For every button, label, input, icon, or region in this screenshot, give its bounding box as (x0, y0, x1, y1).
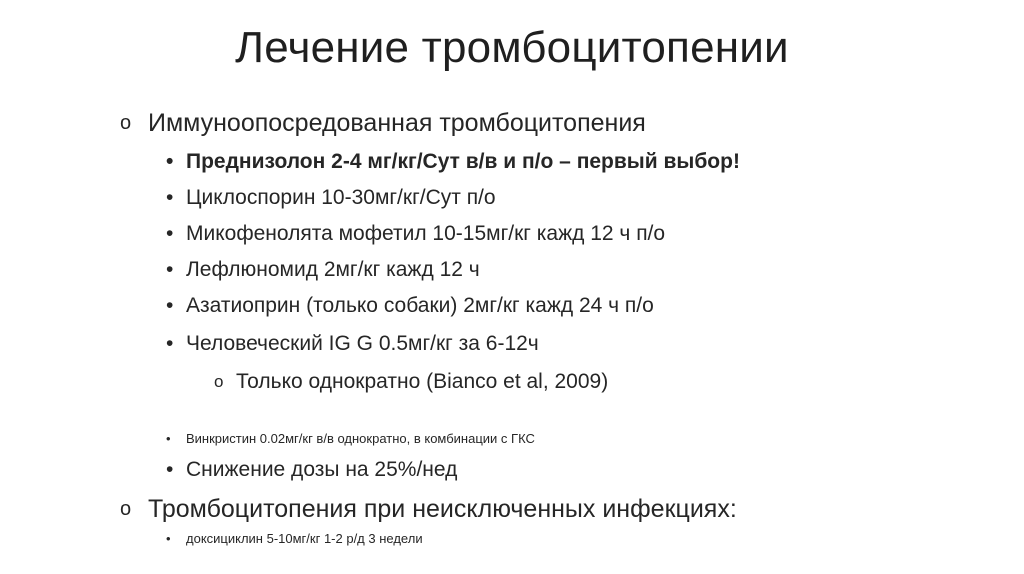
circle-bullet-icon: o (120, 498, 132, 520)
sub-item-single-dose (214, 368, 608, 396)
list-item-dose-reduction (166, 456, 457, 484)
list-item-leflunomide (166, 256, 480, 284)
circle-bullet-icon: o (120, 112, 132, 134)
list-item-text: Винкристин 0.02мг/кг в/в однократно, в комбинации с ГКС (186, 431, 535, 446)
bullet-icon: • (166, 186, 174, 209)
list-item-text: Лефлюномид 2мг/кг кажд 12 ч (186, 258, 480, 281)
list-item-human-igg (166, 330, 539, 358)
bullet-icon: • (166, 222, 174, 245)
bullet-icon: • (166, 294, 174, 317)
list-item-text: Снижение дозы на 25%/нед (186, 458, 458, 481)
list-item-cyclosporine (166, 184, 496, 212)
list-item-text: Микофенолята мофетил 10-15мг/кг кажд 12 ч п/о (186, 222, 666, 245)
bullet-icon: • (166, 458, 174, 481)
bullet-icon: • (166, 258, 174, 281)
list-item-prednisolone (166, 148, 740, 176)
circle-bullet-icon: o (214, 372, 224, 391)
list-item-text: Азатиоприн (только собаки) 2мг/кг кажд 24 ч п/о (186, 294, 654, 317)
list-item-azathioprine (166, 292, 654, 320)
list-item-vincristine (166, 430, 535, 448)
section-heading-text: Иммуноопосредованная тромбоцитопения (148, 109, 646, 137)
section-heading-infections (120, 494, 737, 524)
list-item-mycophenolate (166, 220, 665, 248)
bullet-icon: • (166, 332, 174, 355)
list-item-text: Преднизолон 2-4 мг/кг/Сут в/в и п/о – первый выбор! (186, 150, 740, 173)
list-item-text: доксициклин 5-10мг/кг 1-2 р/д 3 недели (186, 531, 423, 546)
section-heading-immune (120, 108, 646, 138)
sub-item-text: Только однократно (Bianco et al, 2009) (236, 370, 609, 393)
list-item-text: Человеческий IG G 0.5мг/кг за 6-12ч (186, 332, 539, 355)
list-item-text: Циклоспорин 10-30мг/кг/Сут п/о (186, 186, 496, 209)
bullet-icon: • (166, 531, 171, 546)
slide-title: Лечение тромбоцитопении (235, 23, 789, 72)
bullet-icon: • (166, 431, 171, 446)
list-item-doxycycline (166, 530, 423, 548)
bullet-icon: • (166, 150, 174, 173)
section-heading-text: Тромбоцитопения при неисключенных инфекциях: (148, 495, 737, 523)
